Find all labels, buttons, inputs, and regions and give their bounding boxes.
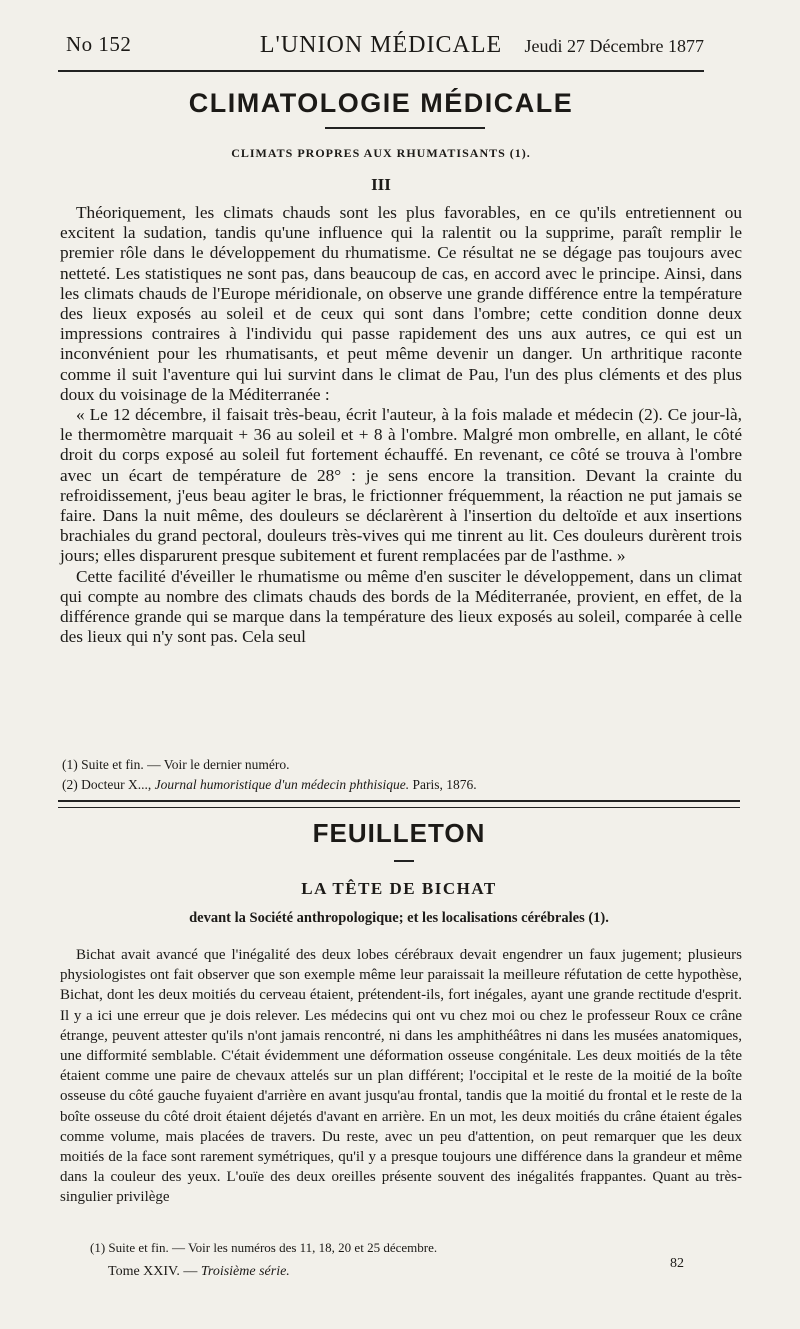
article-body <box>60 203 742 647</box>
feuilleton-body <box>60 945 742 1208</box>
paragraph: Cette facilité d'éveiller le rhumatisme ou même d'en susciter le développement, dans un climat qui compte au nombre des climats chauds des bords de la Méditerranée, provient, en effet, de la différence grande qui se marque dans la température des lieux exposés au soleil, comparée à celle des lieux qui n'y sont pas. Cela seul <box>60 566 742 647</box>
feuilleton-title: LA TÊTE DE BICHAT <box>301 879 497 898</box>
feuilleton-heading: FEUILLETON <box>312 818 486 848</box>
feuilleton-footnote: (1) Suite et fin. — Voir les numéros des 11, 18, 20 et 25 décembre. <box>90 1240 438 1255</box>
part-number: III <box>371 175 391 194</box>
journal-title: L'UNION MÉDICALE <box>259 32 503 58</box>
paragraph: « Le 12 décembre, il faisait très-beau, écrit l'auteur, à la fois malade et médecin (2). Ce jour-là, le thermomètre marquait + 36 au soleil et + 8 à l'ombre. Malgré mon ombrelle, en allant, le côté droit du corps exposé au soleil fut fortement échauffé. En revenant, ce côté se trouva à l'ombre avec un écart de température de 28° : je sens encore la transition. Devant la crainte du refroidissement, j'eus beau agiter le bras, le frictionner fréquemment, la réaction ne put jamais se faire. Dans la nuit même, des douleurs se déclarèrent à l'insertion du deltoïde et aux insertions brachiales du grand pectoral, douleurs très-vives qui me tinrent au lit. Ces douleurs durèrent trois jours; elles disparurent presque subitement et furent remplacées par de l'asthme. » <box>60 405 742 566</box>
feuilleton-divider <box>394 860 414 862</box>
issue-date: Jeudi 27 Décembre 1877 <box>524 36 704 56</box>
volume-info: Tome XXIV. — Troisième série. <box>108 1264 290 1279</box>
page-number: No 152 <box>66 32 132 56</box>
header-rule <box>58 70 704 72</box>
paragraph: Théoriquement, les climats chauds sont les plus favorables, en ce qu'ils entretiennent ou excitent la sudation, tandis qu'une influence qui la ralentit ou la supprime, paraît remplir le premier rôle dans le développement du rhumatisme. Ce résultat ne se dégage pas toujours avec netteté. Les statistiques ne sont pas, dans beaucoup de cas, en accord avec le principe. Ainsi, dans les climats chauds de l'Europe méridionale, on observe une grande différence entre la température des lieux exposés au soleil et de ceux qui sont dans l'ombre; cette condition donne deux impressions contraires à l'individu qui passe rapidement des uns aux autres, ce qui est un inconvénient pour les rhumatisants, et peut même devenir un danger. Un arthritique raconte comme il suit l'aventure qui lui survint dans le climat de Pau, l'un des plus cléments et des plus doux du voisinage de la Méditerranée : <box>60 203 742 404</box>
cited-journal: Journal humoristique d'un médecin phthisique. <box>154 777 410 792</box>
footnote: (1) Suite et fin. — Voir le dernier numéro. <box>62 757 290 772</box>
page-header <box>58 30 704 64</box>
paragraph: Bichat avait avancé que l'inégalité des deux lobes cérébraux devait engendrer un faux jugement; plusieurs physiologistes ont fait observer que son exemple même leur paraissait la meilleure réfutation de cette hypothèse, Bichat, dont les deux moitiés du cerveau étaient, prétendent-ils, fort inégales, ayant une grande rectitude d'esprit. Il y a ici une erreur que je dois relever. Les médecins qui ont vu chez moi ou chez le professeur Roux ce crâne étrange, peuvent attester qu'ils n'ont jamais rencontré, ni dans les amphithéâtres ni dans les musées anatomiques, une difformité semblable. C'était évidemment une déformation osseuse congénitale. Les deux moitiés de la tête étaient comme une paire de chevaux attelés sur un plan différent; l'occipital et le reste de la moitié de la boîte osseuse du côté gauche fuyaient d'arrière en avant jusqu'au frontal, tandis que la moitié du frontal et le reste de la boîte osseuse du côté droit étaient déjetés d'avant en arrière. En un mot, les deux moitiés du crâne étaient égales comme volume, mais placées de travers. Du reste, avec un peu d'attention, on peut remarquer que les deux moitiés de la face sont rarement symétriques, qu'il y a presque toujours une différence dans la grandeur et même dans la couleur des yeux. L'ouïe des deux oreilles présente souvent des inégalités frappantes. Quant au très-singulier privilège <box>60 947 742 1206</box>
feuilleton-subtitle: devant la Société anthropologique; et les localisations cérébrales (1). <box>189 910 609 926</box>
section-divider <box>325 127 485 129</box>
article-subtitle: CLIMATS PROPRES AUX RHUMATISANTS (1). <box>231 146 531 160</box>
section-separator <box>58 800 740 808</box>
article-footnotes <box>62 755 740 795</box>
section-title: CLIMATOLOGIE MÉDICALE <box>188 88 574 118</box>
folio: 82 <box>670 1256 684 1271</box>
footnote: (2) Docteur X..., Journal humoristique d'un médecin phthisique. Paris, 1876. <box>62 777 477 792</box>
